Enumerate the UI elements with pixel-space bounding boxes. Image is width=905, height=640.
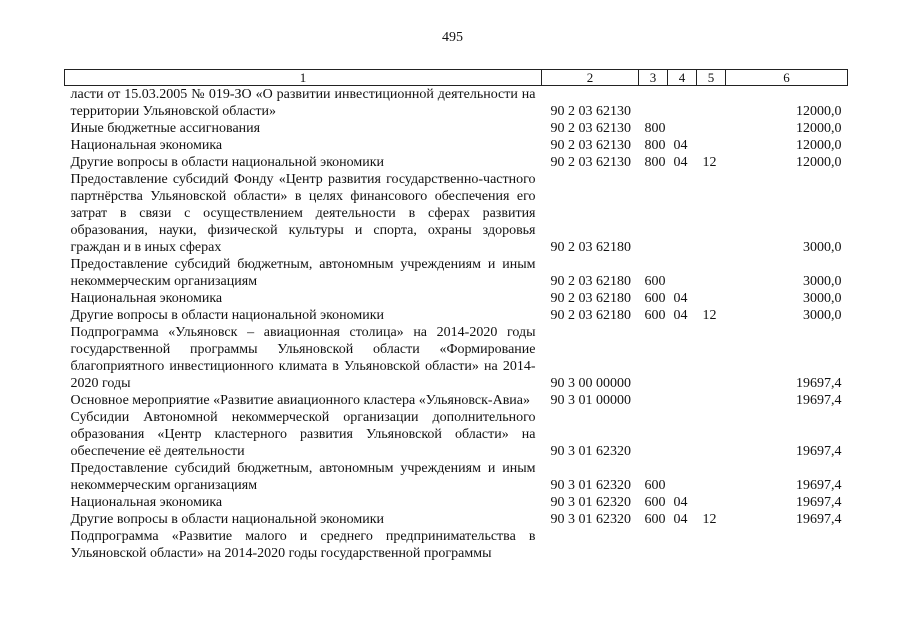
row-amount: 12000,0 xyxy=(796,121,842,136)
row-description: Другие вопросы в области национальной экономики xyxy=(70,308,385,323)
row-expense-type: 600 xyxy=(644,308,666,323)
row-expense-type: 600 xyxy=(644,512,666,527)
row-subsection xyxy=(697,290,726,307)
table-row xyxy=(65,392,848,409)
row-expense-type: 600 xyxy=(644,274,666,289)
table-row xyxy=(65,307,848,324)
row-expense-type xyxy=(639,409,668,460)
row-description: Иные бюджетные ассигнования xyxy=(70,121,261,136)
row-amount: 12000,0 xyxy=(796,138,842,153)
table-row xyxy=(65,290,848,307)
row-description: Национальная экономика xyxy=(70,495,223,510)
row-subsection: 12 xyxy=(702,155,717,170)
row-amount: 19697,4 xyxy=(796,512,842,527)
row-subsection xyxy=(697,460,726,494)
row-amount: 19697,4 xyxy=(796,376,842,391)
table-row xyxy=(65,324,848,392)
row-subsection xyxy=(697,409,726,460)
column-header-2: 2 xyxy=(542,70,639,86)
row-target-code: 90 3 01 62320 xyxy=(550,478,631,493)
row-target-code: 90 2 03 62130 xyxy=(550,138,631,153)
row-subsection xyxy=(697,256,726,290)
row-description: ласти от 15.03.2005 № 019-ЗО «О развитии инвестиционной деятельности на территории Ульяновской области» xyxy=(70,87,536,119)
table-row xyxy=(65,528,848,562)
row-amount: 12000,0 xyxy=(796,104,842,119)
row-section xyxy=(668,171,697,256)
row-description: Субсидии Автономной некоммерческой организации дополнительного образования «Центр кластерного развития Ульяновской области» на обеспечение её деятельности xyxy=(70,410,536,459)
row-subsection: 12 xyxy=(702,308,717,323)
row-subsection: 12 xyxy=(702,512,717,527)
row-target-code: 90 3 01 62320 xyxy=(550,512,631,527)
table-row xyxy=(65,494,848,511)
row-expense-type xyxy=(639,392,668,409)
row-amount: 3000,0 xyxy=(803,240,842,255)
row-description: Предоставление субсидий бюджетным, автономным учреждениям и иным некоммерческим организациям xyxy=(70,461,536,493)
row-section: 04 xyxy=(673,512,688,527)
row-expense-type: 800 xyxy=(644,121,666,136)
row-expense-type xyxy=(639,86,668,121)
row-target-code: 90 2 03 62180 xyxy=(550,240,631,255)
row-subsection xyxy=(697,324,726,392)
row-description: Подпрограмма «Развитие малого и среднего предпринимательства в Ульяновской области» на 2014-2020 годы государственной программы xyxy=(70,529,536,561)
row-section xyxy=(668,528,697,562)
column-header-5: 5 xyxy=(697,70,726,86)
column-header-6: 6 xyxy=(726,70,848,86)
row-description: Национальная экономика xyxy=(70,138,223,153)
row-subsection xyxy=(697,171,726,256)
row-description: Основное мероприятие «Развитие авиационного кластера «Ульяновск-Авиа» xyxy=(70,393,531,408)
row-expense-type: 800 xyxy=(644,138,666,153)
row-description: Подпрограмма «Ульяновск – авиационная столица» на 2014-2020 годы государственной программы Ульяновской области «Формирование благоприятного инвестиционного климата в Ульяновской области» на 2014-2020 годы xyxy=(70,325,536,391)
row-description: Предоставление субсидий бюджетным, автономным учреждениям и иным некоммерческим организациям xyxy=(70,257,536,289)
table-row xyxy=(65,154,848,171)
column-header-3: 3 xyxy=(639,70,668,86)
row-section xyxy=(668,256,697,290)
table-body xyxy=(65,86,848,563)
table-header-row xyxy=(65,70,848,86)
row-subsection xyxy=(697,494,726,511)
row-expense-type: 600 xyxy=(644,478,666,493)
row-section: 04 xyxy=(673,155,688,170)
table-row xyxy=(65,256,848,290)
row-amount: 3000,0 xyxy=(803,308,842,323)
row-target-code: 90 2 03 62180 xyxy=(550,308,631,323)
row-target-code: 90 2 03 62130 xyxy=(550,104,631,119)
row-section: 04 xyxy=(673,308,688,323)
row-amount: 19697,4 xyxy=(796,444,842,459)
row-section: 04 xyxy=(673,138,688,153)
table-row xyxy=(65,409,848,460)
row-section xyxy=(668,392,697,409)
row-expense-type: 600 xyxy=(644,291,666,306)
row-description: Другие вопросы в области национальной экономики xyxy=(70,512,385,527)
table-row xyxy=(65,137,848,154)
table-row xyxy=(65,511,848,528)
row-expense-type xyxy=(639,324,668,392)
row-section: 04 xyxy=(673,291,688,306)
row-target-code: 90 2 03 62180 xyxy=(550,274,631,289)
row-section xyxy=(668,460,697,494)
row-description: Другие вопросы в области национальной экономики xyxy=(70,155,385,170)
row-expense-type xyxy=(639,171,668,256)
table-row xyxy=(65,120,848,137)
row-target-code: 90 2 03 62180 xyxy=(550,291,631,306)
row-amount: 3000,0 xyxy=(803,291,842,306)
row-amount: 19697,4 xyxy=(796,478,842,493)
row-subsection xyxy=(697,528,726,562)
table-row xyxy=(65,86,848,121)
row-target-code: 90 3 00 00000 xyxy=(550,376,631,391)
row-section: 04 xyxy=(673,495,688,510)
row-description: Предоставление субсидий Фонду «Центр развития государственно-частного партнёрства Ульяновской области» в целях финансового обеспечения его затрат в связи с осуществлением деятельности в сферах развития образования, науки, физической культуры и спорта, охраны здоровья граждан и в иных сферах xyxy=(70,172,536,255)
row-subsection xyxy=(697,392,726,409)
row-target-code: 90 2 03 62130 xyxy=(550,121,631,136)
table-row xyxy=(65,171,848,256)
row-target-code: 90 3 01 62320 xyxy=(550,444,631,459)
row-target-code: 90 3 01 62320 xyxy=(550,495,631,510)
row-section xyxy=(668,86,697,121)
table-row xyxy=(65,460,848,494)
column-header-4: 4 xyxy=(668,70,697,86)
row-amount xyxy=(726,528,848,562)
row-description: Национальная экономика xyxy=(70,291,223,306)
row-expense-type: 800 xyxy=(644,155,666,170)
row-target-code: 90 2 03 62130 xyxy=(550,155,631,170)
row-amount: 19697,4 xyxy=(796,393,842,408)
row-subsection xyxy=(697,120,726,137)
page-number: 495 xyxy=(442,30,463,45)
budget-table xyxy=(64,69,848,562)
row-subsection xyxy=(697,86,726,121)
row-amount: 12000,0 xyxy=(796,155,842,170)
row-section xyxy=(668,120,697,137)
row-subsection xyxy=(697,137,726,154)
row-target-code: 90 3 01 00000 xyxy=(550,393,631,408)
row-amount: 3000,0 xyxy=(803,274,842,289)
row-expense-type xyxy=(639,528,668,562)
row-section xyxy=(668,409,697,460)
row-expense-type: 600 xyxy=(644,495,666,510)
row-section xyxy=(668,324,697,392)
row-amount: 19697,4 xyxy=(796,495,842,510)
row-target-code xyxy=(542,528,639,562)
column-header-1: 1 xyxy=(65,70,542,86)
